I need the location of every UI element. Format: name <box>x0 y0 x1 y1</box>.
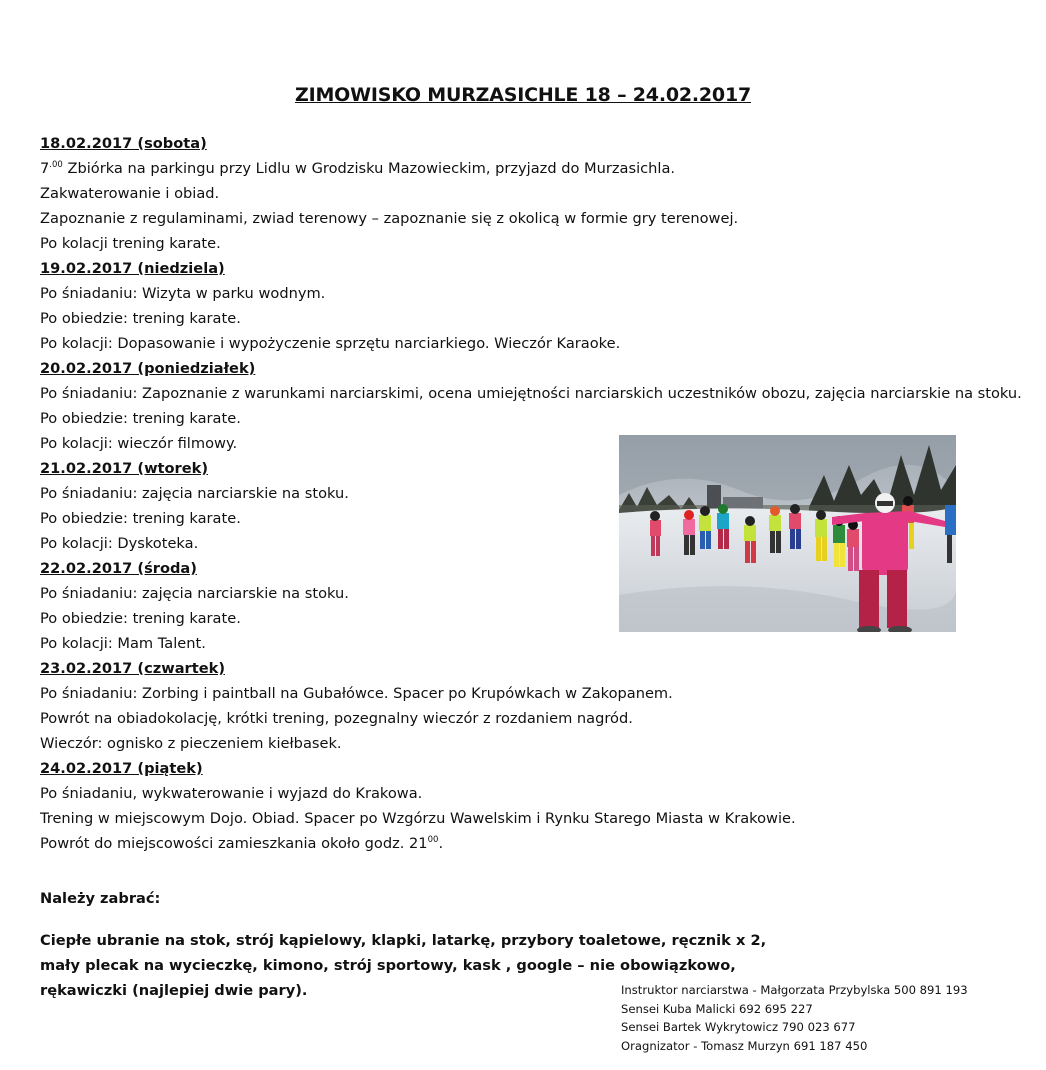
schedule-line <box>40 731 1040 756</box>
day-heading: 18.02.2017 (sobota) <box>40 135 207 152</box>
day-heading: 23.02.2017 (czwartek) <box>40 660 225 677</box>
schedule-line-text: Po kolacji: Dopasowanie i wypożyczenie sprzętu narciarkiego. Wieczór Karaoke. <box>40 335 621 352</box>
contact-line: Sensei Bartek Wykrytowicz 790 023 677 <box>621 1020 856 1034</box>
schedule-line-text: Zakwaterowanie i obiad. <box>40 185 220 202</box>
schedule-line <box>40 156 1040 181</box>
schedule-line-text: Powrót do miejscowości zamieszkania około godz. 21 <box>40 835 428 852</box>
schedule-line <box>40 806 1040 831</box>
schedule-line <box>40 281 1040 306</box>
schedule-line-text: Po śniadaniu: zajęcia narciarskie na stoku. <box>40 485 349 502</box>
page-title: ZIMOWISKO MURZASICHLE 18 – 24.02.2017 <box>295 84 751 106</box>
schedule-line-text: Zbiórka na parkingu przy Lidlu w Grodzisku Mazowieckim, przyjazd do Murzasichla. <box>62 160 676 177</box>
schedule-line-text: Po kolacji: wieczór filmowy. <box>40 435 238 452</box>
schedule-line <box>40 306 1040 331</box>
schedule-line <box>40 181 1040 206</box>
schedule-line <box>40 406 1040 431</box>
schedule-line-text: Po kolacji trening karate. <box>40 235 221 252</box>
schedule-line <box>40 681 1040 706</box>
schedule-line <box>40 206 1040 231</box>
packing-list-line: Ciepłe ubranie na stok, strój kąpielowy, klapki, latarkę, przybory toaletowe, ręcznik x 2, <box>40 932 767 949</box>
packing-list-line: rękawiczki (najlepiej dwie pary). <box>40 982 308 999</box>
contacts <box>621 981 968 1055</box>
contact-line: Instruktor narciarstwa - Małgorzata Przybylska 500 891 193 <box>621 983 968 997</box>
schedule-line-text: Po obiedzie: trening karate. <box>40 410 241 427</box>
schedule-line-end: . <box>438 835 444 852</box>
schedule-line-text: Trening w miejscowym Dojo. Obiad. Spacer po Wzgórzu Wawelskim i Rynku Starego Miasta w Krakowie. <box>40 810 796 827</box>
day-heading: 19.02.2017 (niedziela) <box>40 260 225 277</box>
schedule-line-text: Po obiedzie: trening karate. <box>40 610 241 627</box>
schedule-line <box>40 231 1040 256</box>
day-heading: 24.02.2017 (piątek) <box>40 760 203 777</box>
ski-camp-photo <box>619 435 956 632</box>
contact-line: Sensei Kuba Malicki 692 695 227 <box>621 1001 813 1016</box>
schedule-line <box>40 631 1040 656</box>
day-heading: 20.02.2017 (poniedziałek) <box>40 360 256 377</box>
schedule-line-text: Wieczór: ognisko z pieczeniem kiełbasek. <box>40 735 342 752</box>
contact-line: Oragnizator - Tomasz Murzyn 691 187 450 <box>621 1038 868 1053</box>
schedule-line-text: Po śniadaniu: Zapoznanie z warunkami narciarskimi, ocena umiejętności narciarskich uczestników obozu, zajęcia narciarskie na stoku. <box>40 385 1022 402</box>
schedule-line-text: Po śniadaniu: zajęcia narciarskie na stoku. <box>40 585 349 602</box>
time-prefix: $7^{.00}$ <box>40 160 63 177</box>
schedule-line-text: Powrót na obiadokolację, krótki trening, pozegnalny wieczór z rozdaniem nagród. <box>40 710 633 727</box>
schedule-line-text: Po obiedzie: trening karate. <box>40 510 241 527</box>
schedule-line-text: Po śniadaniu: Wizyta w parku wodnym. <box>40 285 326 302</box>
schedule-line-text: Po śniadaniu, wykwaterowanie i wyjazd do Krakowa. <box>40 785 423 802</box>
schedule-line-text: Po śniadaniu: Zorbing i paintball na Gubałówce. Spacer po Krupówkach w Zakopanem. <box>40 685 673 702</box>
time-superscript: 00 <box>427 835 439 845</box>
schedule-line <box>40 831 1040 856</box>
schedule-line-text: Po kolacji: Dyskoteka. <box>40 535 199 552</box>
packing-list-heading: Należy zabrać: <box>40 890 161 907</box>
schedule-line <box>40 331 1040 356</box>
day-heading: 22.02.2017 (środa) <box>40 560 197 577</box>
day-heading: 21.02.2017 (wtorek) <box>40 460 209 477</box>
packing-list-line: mały plecak na wycieczkę, kimono, strój sportowy, kask , google – nie obowiązkowo, <box>40 957 736 974</box>
schedule-line-text: Po kolacji: Mam Talent. <box>40 635 206 652</box>
schedule-line-text: Po obiedzie: trening karate. <box>40 310 241 327</box>
schedule-line <box>40 381 1040 406</box>
schedule-line <box>40 781 1040 806</box>
schedule-line-text: Zapoznanie z regulaminami, zwiad terenowy – zapoznanie się z okolicą w formie gry terenowej. <box>40 210 739 227</box>
schedule-line <box>40 706 1040 731</box>
